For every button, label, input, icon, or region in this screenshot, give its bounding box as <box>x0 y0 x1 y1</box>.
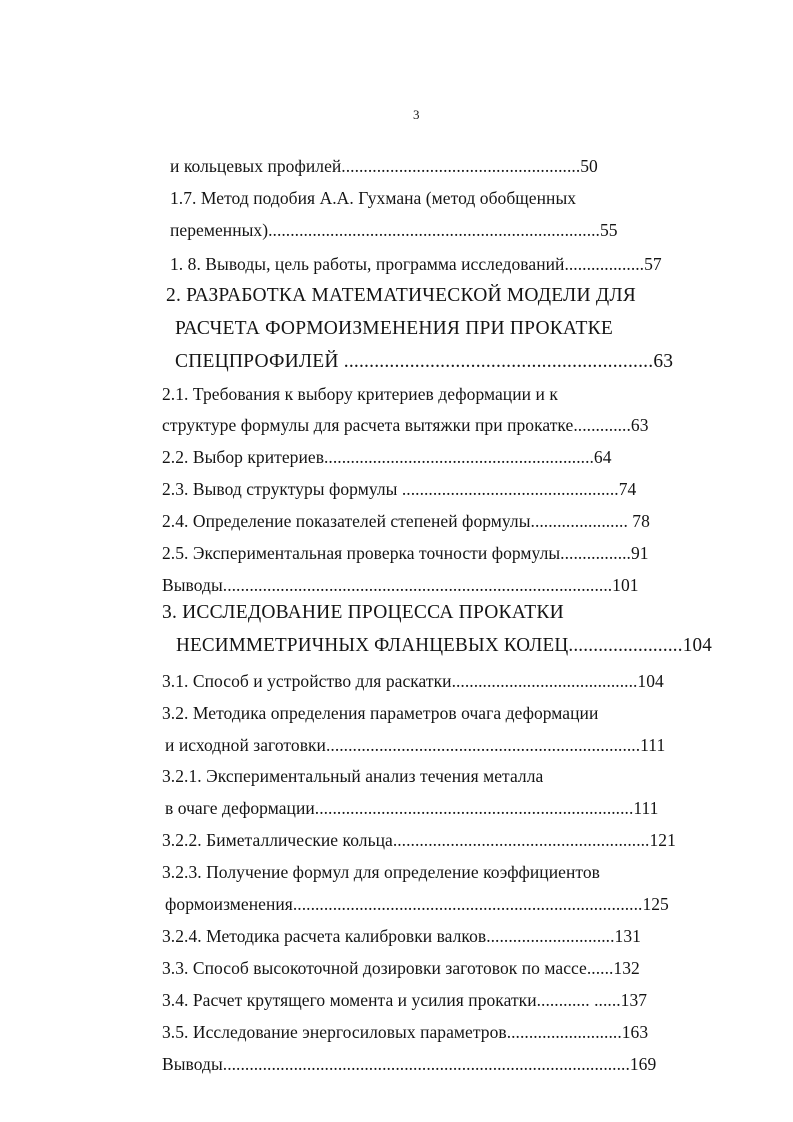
toc-entry: в очаге деформации........................................................................111 <box>165 798 659 818</box>
toc-entry: 2.1. Требования к выбору критериев деформации и к <box>162 384 558 404</box>
toc-entry: 3.2.2. Биметаллические кольца..........................................................121 <box>162 830 676 850</box>
toc-entry: 3.2.3. Получение формул для определение коэффициентов <box>162 862 600 882</box>
toc-entry: 2.3. Вывод структуры формулы .................................................74 <box>162 479 637 499</box>
toc-entry: 3.4. Расчет крутящего момента и усилия прокатки............ ......137 <box>162 990 648 1010</box>
toc-entry: и исходной заготовки.......................................................................111 <box>165 735 666 755</box>
toc-entry: 1.7. Метод подобия А.А. Гухмана (метод обобщенных <box>170 188 577 208</box>
toc-entry: 2.2. Выбор критериев.............................................................64 <box>162 447 612 467</box>
toc-chapter-heading: 3. ИССЛЕДОВАНИЕ ПРОЦЕССА ПРОКАТКИ <box>162 602 564 623</box>
toc-chapter-heading: 2. РАЗРАБОТКА МАТЕМАТИЧЕСКОЙ МОДЕЛИ ДЛЯ <box>166 285 636 306</box>
toc-entry: 3.2.4. Методика расчета калибровки валков.............................131 <box>162 926 641 946</box>
toc-entry: и кольцевых профилей......................................................50 <box>170 156 598 176</box>
toc-entry: 1. 8. Выводы, цель работы, программа исследований..................57 <box>170 254 662 274</box>
page-number: 3 <box>413 107 420 122</box>
toc-entry: 2.4. Определение показателей степеней формулы...................... 78 <box>162 511 650 531</box>
toc-entry: 3.5. Исследование энергосиловых параметров..........................163 <box>162 1022 649 1042</box>
toc-entry: 3.2.1. Экспериментальный анализ течения металла <box>162 766 544 786</box>
toc-entry: 3.3. Способ высокоточной дозировки заготовок по массе......132 <box>162 958 640 978</box>
toc-chapter-heading: СПЕЦПРОФИЛЕЙ .............................................................63 <box>175 351 674 372</box>
toc-entry: Выводы............................................................................................169 <box>162 1054 657 1074</box>
toc-entry: формоизменения...............................................................................125 <box>165 894 669 914</box>
toc-entry: переменных)...........................................................................55 <box>170 220 618 240</box>
toc-entry: Выводы........................................................................................101 <box>162 575 639 595</box>
toc-chapter-heading: РАСЧЕТА ФОРМОИЗМЕНЕНИЯ ПРИ ПРОКАТКЕ <box>175 318 613 339</box>
toc-entry: 2.5. Экспериментальная проверка точности формулы................91 <box>162 543 649 563</box>
toc-entry: 3.1. Способ и устройство для раскатки..........................................104 <box>162 671 664 691</box>
toc-entry: 3.2. Методика определения параметров очага деформации <box>162 703 599 723</box>
toc-entry: структуре формулы для расчета вытяжки при прокатке.............63 <box>162 415 649 435</box>
toc-chapter-heading: НЕСИММЕТРИЧНЫХ ФЛАНЦЕВЫХ КОЛЕЦ.......................104 <box>176 635 713 656</box>
